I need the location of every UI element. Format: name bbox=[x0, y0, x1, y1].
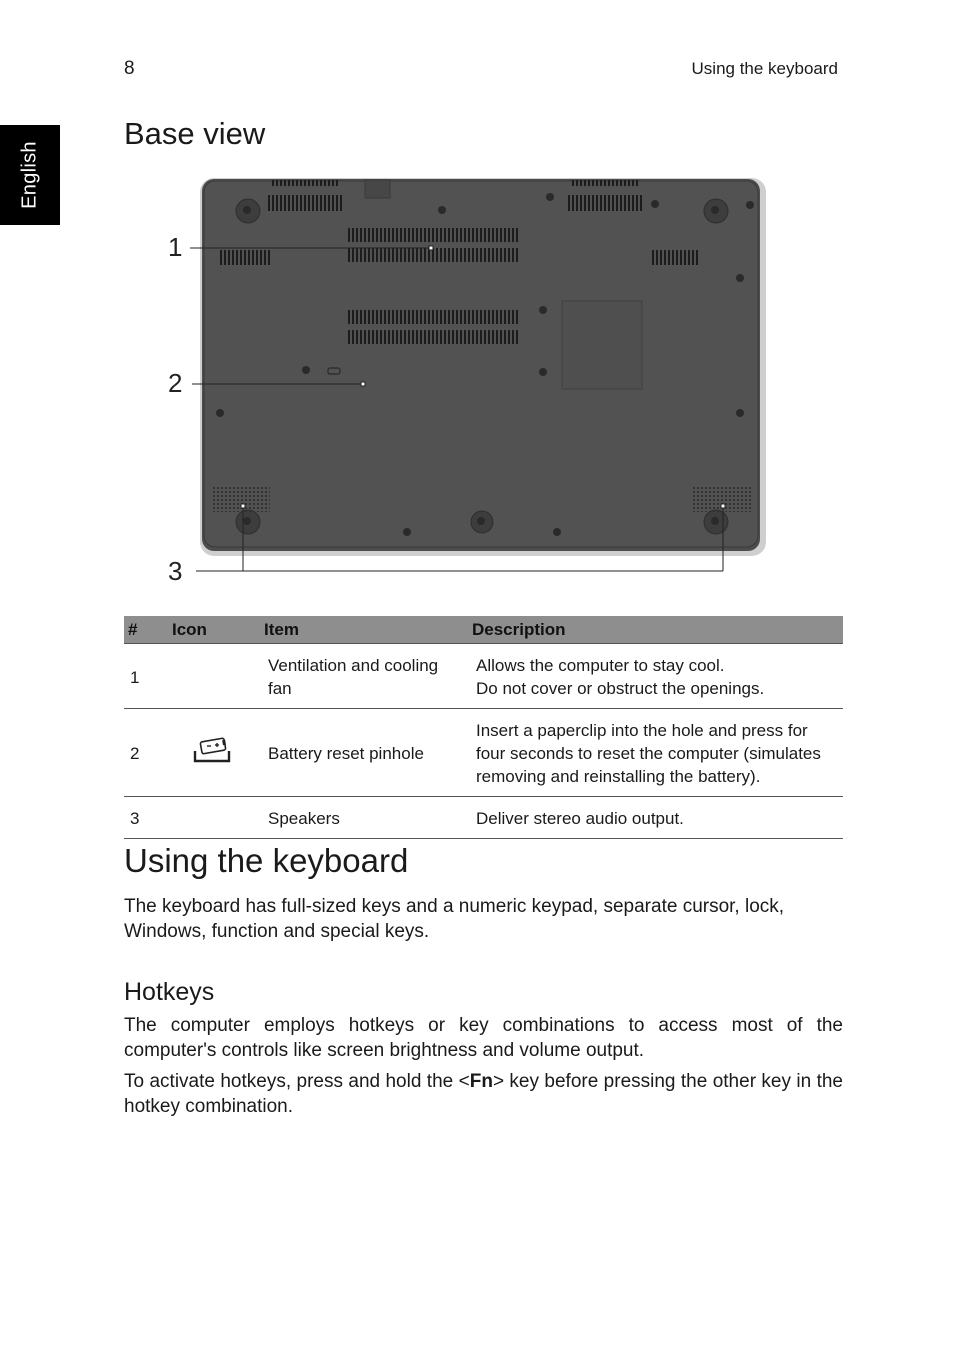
table-row bbox=[124, 709, 843, 797]
row-icon-cell bbox=[164, 797, 260, 839]
fn-key-label: Fn bbox=[469, 1071, 493, 1092]
hotkeys-text-after: > key before pressing the other key in the hotkey combination. bbox=[124, 1071, 843, 1117]
callout-3: 3 bbox=[168, 556, 183, 586]
running-head: Using the keyboard bbox=[691, 59, 838, 78]
row-number: 1 bbox=[124, 644, 164, 709]
keyboard-heading: Using the keyboard bbox=[124, 842, 409, 879]
table-row bbox=[124, 644, 843, 709]
row-description: Deliver stereo audio output. bbox=[468, 797, 843, 839]
row-description-line: Allows the computer to stay cool. Do not cover or obstruct the openings. bbox=[476, 656, 765, 698]
header-icon: Icon bbox=[164, 616, 260, 644]
language-tab bbox=[0, 125, 60, 225]
header-num: # bbox=[124, 616, 164, 644]
row-number: 2 bbox=[124, 709, 164, 797]
hotkeys-paragraph-1: The computer employs hotkeys or key combinations to access most of the computer's controls like screen brightness and volume output. bbox=[124, 1015, 843, 1061]
base-view-table bbox=[124, 616, 843, 839]
keyboard-intro: The keyboard has full-sized keys and a numeric keypad, separate cursor, lock, Windows, function and special keys. bbox=[124, 896, 785, 942]
hotkeys-paragraph-2 bbox=[124, 1069, 843, 1119]
battery-reset-icon bbox=[192, 737, 232, 765]
hotkeys-text-before: To activate hotkeys, press and hold the < bbox=[124, 1071, 470, 1092]
table-row bbox=[124, 797, 843, 839]
table-header-row bbox=[124, 616, 843, 644]
language-tab-label: English bbox=[18, 141, 41, 209]
row-number: 3 bbox=[124, 797, 164, 839]
row-icon-cell bbox=[164, 644, 260, 709]
base-view-heading: Base view bbox=[124, 116, 266, 151]
page-number: 8 bbox=[124, 58, 135, 79]
laptop-base-drawing bbox=[160, 170, 780, 600]
callout-2: 2 bbox=[168, 368, 183, 398]
row-item: Ventilation and cooling fan bbox=[260, 644, 468, 709]
row-description bbox=[468, 644, 843, 709]
base-view-illustration bbox=[160, 170, 780, 600]
row-description: Insert a paperclip into the hole and press for four seconds to reset the computer (simulates removing and reinstalling the battery). bbox=[468, 709, 843, 797]
header-item: Item bbox=[260, 616, 468, 644]
row-item: Battery reset pinhole bbox=[260, 709, 468, 797]
hotkeys-heading: Hotkeys bbox=[124, 978, 215, 1006]
row-item: Speakers bbox=[260, 797, 468, 839]
row-icon-cell bbox=[164, 709, 260, 797]
callout-1: 1 bbox=[168, 232, 183, 262]
header-description: Description bbox=[468, 616, 843, 644]
